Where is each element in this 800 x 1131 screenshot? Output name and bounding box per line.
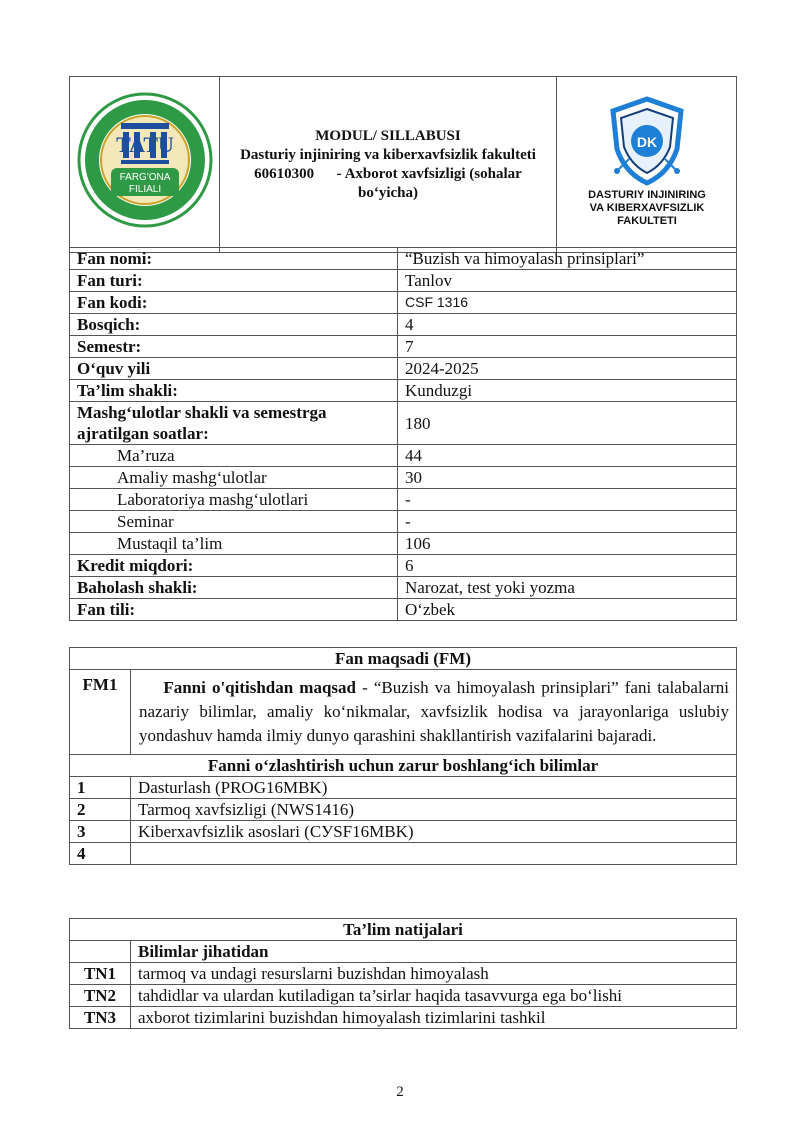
info-value: Narozat, test yoki yozma	[398, 577, 737, 599]
info-label: Ta’lim shakli:	[70, 380, 398, 402]
outcomes-empty-cell	[70, 941, 131, 963]
info-row	[70, 248, 737, 270]
faculty-line: Dasturiy injiniring va kiberxavfsizlik fakulteti	[240, 146, 536, 163]
svg-text:TATU: TATU	[116, 132, 174, 157]
prereq-text: Dasturlash (PROG16MBK)	[131, 777, 737, 799]
info-value: Tanlov	[398, 270, 737, 292]
info-label: Mustaqil ta’lim	[70, 533, 398, 555]
info-value: 180	[398, 402, 737, 445]
info-label: Semestr:	[70, 336, 398, 358]
prereq-row	[70, 821, 737, 843]
info-label: Baholash shakli:	[70, 577, 398, 599]
info-row	[70, 511, 737, 533]
prereq-row	[70, 799, 737, 821]
goal-heading: Fan maqsadi (FM)	[70, 648, 737, 670]
info-label: Bosqich:	[70, 314, 398, 336]
goal-description	[131, 670, 737, 755]
outcome-code: TN1	[70, 963, 131, 985]
syllabus-title: MODUL/ SILLABUSI	[315, 127, 461, 144]
left-logo-cell	[70, 77, 220, 253]
info-label: O‘quv yili	[70, 358, 398, 380]
info-value: 30	[398, 467, 737, 489]
info-value: “Buzish va himoyalash prinsiplari”	[398, 248, 737, 270]
info-label: Seminar	[70, 511, 398, 533]
info-label: Fan kodi:	[70, 292, 398, 314]
info-row	[70, 336, 737, 358]
info-value: -	[398, 511, 737, 533]
course-info-table	[69, 247, 737, 621]
prereq-row	[70, 777, 737, 799]
outcome-text: tarmoq va undagi resurslarni buzishdan himoyalash	[131, 963, 737, 985]
info-row	[70, 402, 737, 445]
svg-text:FAKULTETI: FAKULTETI	[617, 215, 677, 227]
outcome-code: TN2	[70, 985, 131, 1007]
prereq-num: 3	[70, 821, 131, 843]
prereq-num: 4	[70, 843, 131, 865]
header-table	[69, 76, 737, 253]
prereq-heading: Fanni o‘zlashtirish uchun zarur boshlang‘ich bilimlar	[70, 755, 737, 777]
prereq-text: Tarmoq xavfsizligi (NWS1416)	[131, 799, 737, 821]
svg-text:FARG'ONA: FARG'ONA	[119, 172, 171, 183]
info-value: 4	[398, 314, 737, 336]
info-value: 44	[398, 445, 737, 467]
info-label: Laboratoriya mashg‘ulotlari	[70, 489, 398, 511]
svg-text:VA KIBERXAVFSIZLIK: VA KIBERXAVFSIZLIK	[589, 202, 705, 214]
info-value: CSF 1316	[398, 292, 737, 314]
info-row	[70, 555, 737, 577]
program-name: - Axborot xavfsizligi (sohalar bo‘yicha)	[336, 165, 522, 201]
info-row	[70, 489, 737, 511]
info-label: Fan nomi:	[70, 248, 398, 270]
info-label: Fan turi:	[70, 270, 398, 292]
info-label: Kredit miqdori:	[70, 555, 398, 577]
faculty-shield-icon	[557, 77, 737, 247]
goal-text: - “Buzish va himoyalash prinsiplari” fani talabalarni nazariy bilimlar, amaliy ko‘nikmalar, xavfsizlik hodisa va jarayonlariga uslubiy yondashuv hamda ilmiy dunyo qarashini shakllantirish vazifalarini bajaradi.	[139, 678, 730, 745]
header-title-cell	[220, 77, 557, 253]
info-row	[70, 314, 737, 336]
info-value: 106	[398, 533, 737, 555]
learning-outcomes-table	[69, 918, 737, 1029]
info-row	[70, 380, 737, 402]
prereq-text	[131, 843, 737, 865]
right-logo-cell	[557, 77, 737, 253]
info-label: Fan tili:	[70, 599, 398, 621]
info-row	[70, 467, 737, 489]
outcomes-subheading: Bilimlar jihatidan	[131, 941, 737, 963]
info-row	[70, 533, 737, 555]
info-label: Mashg‘ulotlar shakli va semestrga ajratilgan soatlar:	[70, 402, 398, 445]
info-row	[70, 358, 737, 380]
info-row	[70, 577, 737, 599]
info-row	[70, 445, 737, 467]
goal-code: FM1	[70, 670, 131, 755]
info-value: 7	[398, 336, 737, 358]
page-number: 2	[396, 1084, 404, 1100]
outcome-row	[70, 1007, 737, 1029]
prereq-num: 1	[70, 777, 131, 799]
outcome-row	[70, 963, 737, 985]
info-row	[70, 599, 737, 621]
info-label: Ma’ruza	[70, 445, 398, 467]
tatu-logo-icon	[70, 77, 220, 247]
info-value: 6	[398, 555, 737, 577]
info-value: O‘zbek	[398, 599, 737, 621]
course-goal-table	[69, 647, 737, 865]
goal-lead: Fanni o'qitishdan maqsad	[163, 678, 356, 697]
info-row	[70, 292, 737, 314]
info-value: Kunduzgi	[398, 380, 737, 402]
outcome-code: TN3	[70, 1007, 131, 1029]
prereq-row	[70, 843, 737, 865]
svg-text:FILIALI: FILIALI	[128, 184, 162, 195]
info-value: 2024-2025	[398, 358, 737, 380]
prereq-num: 2	[70, 799, 131, 821]
prereq-text: Kiberxavfsizlik asoslari (CУSF16MBK)	[131, 821, 737, 843]
info-value: -	[398, 489, 737, 511]
svg-text:DASTURIY INJINIRING: DASTURIY INJINIRING	[588, 189, 706, 201]
program-code: 60610300	[254, 165, 315, 182]
outcome-row	[70, 985, 737, 1007]
svg-text:DK: DK	[636, 134, 658, 150]
outcome-text: axborot tizimlarini buzishdan himoyalash tizimlarini tashkil	[131, 1007, 737, 1029]
outcome-text: tahdidlar va ulardan kutiladigan ta’sirlar haqida tasavvurga ega bo‘lishi	[131, 985, 737, 1007]
info-label: Amaliy mashg‘ulotlar	[70, 467, 398, 489]
outcomes-heading: Ta’lim natijalari	[70, 919, 737, 941]
info-row	[70, 270, 737, 292]
